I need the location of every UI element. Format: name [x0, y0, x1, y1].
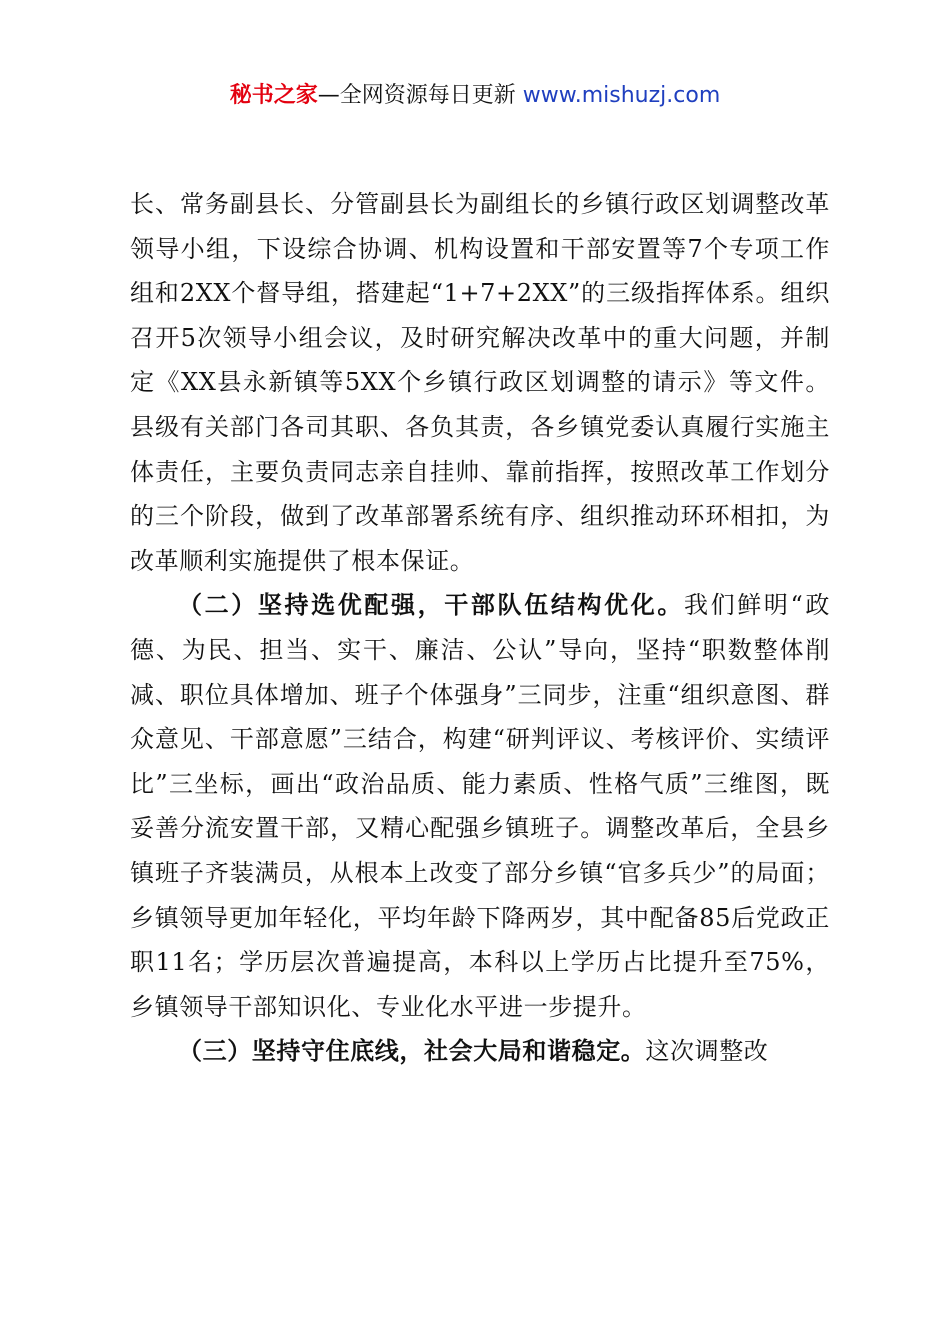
paragraph-3-heading: （三）坚持守住底线，社会大局和谐稳定。: [178, 1036, 646, 1066]
paragraph-2-body: 我们鲜明“政德、为民、担当、实干、廉洁、公认”导向，坚持“职数整体削减、职位具体增加、班子个体强身”三同步，注重“组织意图、群众意见、干部意愿”三结合，构建“研判评议、考核评价、实绩评比”三坐标，画出“政治品质、能力素质、性格气质”三维图，既妥善分流安置干部，又精心配强乡镇班子。调整改革后，全县乡镇班子齐装满员，从根本上改变了部分乡镇“官多兵少”的局面；乡镇领导更加年轻化，平均年龄下降两岁，其中配备85后党政正职11名；学历层次普遍提高，本科以上学历占比提升至75%，乡镇领导干部知识化、专业化水平进一步提升。: [130, 591, 830, 1021]
page-header: [0, 80, 950, 112]
site-url[interactable]: www.mishuzj.com: [522, 83, 721, 108]
paragraph-2: [130, 583, 830, 1029]
paragraph-1: 长、常务副县长、分管副县长为副组长的乡镇行政区划调整改革领导小组，下设综合协调、机构设置和干部安置等7个专项工作组和2XX个督导组，搭建起“1+7+2XX”的三级指挥体系。组织召开5次领导小组会议，及时研究解决改革中的重大问题，并制定《XX县永新镇等5XX个乡镇行政区划调整的请示》等文件。县级有关部门各司其职、各负其责，各乡镇党委认真履行实施主体责任，主要负责同志亲自挂帅、靠前指挥，按照改革工作划分的三个阶段，做到了改革部署系统有序、组织推动环环相扣，为改革顺利实施提供了根本保证。: [130, 190, 830, 575]
paragraph-3: [130, 1029, 830, 1074]
site-tagline: —全网资源每日更新: [317, 83, 523, 108]
paragraph-2-heading: （二）坚持选优配强，干部队伍结构优化。: [178, 590, 684, 620]
paragraph-3-body: 这次调整改: [645, 1037, 769, 1066]
document-body: [130, 182, 830, 1074]
site-brand: 秘书之家: [229, 83, 318, 108]
